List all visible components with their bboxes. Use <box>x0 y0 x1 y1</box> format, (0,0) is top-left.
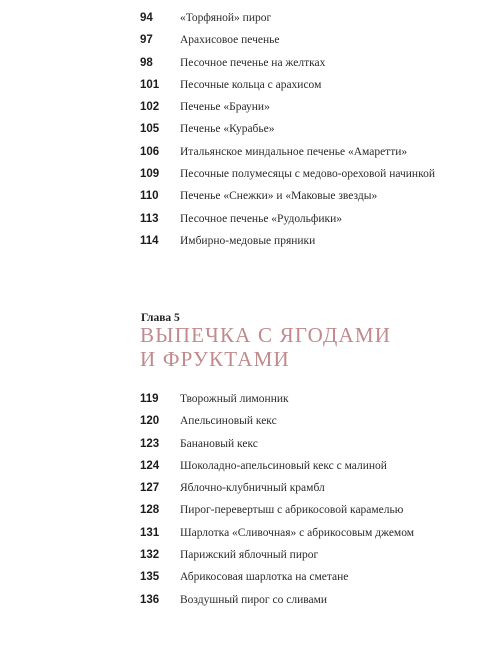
toc-list-part1 <box>140 11 440 256</box>
toc-entry[interactable] <box>140 481 440 496</box>
toc-entry-title: Банановый кекс <box>180 437 258 450</box>
toc-page-number: 102 <box>140 101 160 114</box>
toc-entry-title: Песочное печенье «Рудольфики» <box>180 212 342 225</box>
toc-entry-title: Песочные кольца с арахисом <box>180 78 322 91</box>
toc-entry-title: Воздушный пирог со сливами <box>180 593 328 606</box>
toc-page-number: 124 <box>140 459 160 472</box>
toc-entry-title: Имбирно-медовые пряники <box>180 234 316 247</box>
toc-entry[interactable] <box>140 570 440 585</box>
toc-entry[interactable] <box>140 78 440 93</box>
toc-entry[interactable] <box>140 234 440 249</box>
toc-page-number: 128 <box>140 504 160 517</box>
toc-entry[interactable] <box>140 548 440 563</box>
toc-entry-title: Печенье «Снежки» и «Маковые звезды» <box>180 190 378 203</box>
toc-entry-title: Песочное печенье на желтках <box>180 56 326 69</box>
toc-entry[interactable] <box>140 33 440 48</box>
toc-entry[interactable] <box>140 459 440 474</box>
toc-page-number: 123 <box>140 437 160 450</box>
toc-entry-title: Яблочно-клубничный крамбл <box>180 482 325 495</box>
toc-page-number: 97 <box>140 34 153 47</box>
toc-entry[interactable] <box>140 56 440 71</box>
toc-list-part2 <box>140 392 440 615</box>
toc-entry-title: Итальянское миндальное печенье «Амаретти» <box>180 145 408 158</box>
toc-page-number: 110 <box>140 190 159 203</box>
toc-entry[interactable] <box>140 526 440 541</box>
toc-entry[interactable] <box>140 437 440 452</box>
toc-entry-title: Печенье «Брауни» <box>180 101 270 114</box>
toc-page-number: 113 <box>140 212 159 225</box>
toc-entry-title: Шарлотка «Сливочная» с абрикосовым джемом <box>180 526 415 539</box>
toc-entry-title: «Торфяной» пирог <box>180 12 272 24</box>
toc-page-number: 132 <box>140 549 160 562</box>
toc-entry[interactable] <box>140 414 440 429</box>
toc-page-number: 98 <box>140 56 153 69</box>
toc-page-number: 119 <box>140 393 159 405</box>
chapter-title <box>140 323 420 371</box>
chapter-title-line1: ВЫПЕЧКА С ЯГОДАМИ <box>140 323 392 347</box>
toc-page-number: 94 <box>140 12 153 24</box>
toc-entry[interactable] <box>140 593 440 608</box>
toc-entry[interactable] <box>140 145 440 160</box>
toc-entry[interactable] <box>140 392 440 407</box>
toc-page-number: 109 <box>140 168 160 181</box>
toc-entry-title: Творожный лимонник <box>180 393 289 405</box>
toc-entry-title: Печенье «Курабье» <box>180 123 275 136</box>
toc-entry-title: Абрикосовая шарлотка на сметане <box>180 571 349 584</box>
chapter-title-line2: И ФРУКТАМИ <box>140 347 290 371</box>
toc-page-number: 120 <box>140 415 160 428</box>
toc-entry[interactable] <box>140 100 440 115</box>
toc-page-number: 101 <box>140 78 160 91</box>
toc-entry-title: Песочные полумесяцы с медово-ореховой начинкой <box>180 168 435 181</box>
toc-page-number: 135 <box>140 571 160 584</box>
toc-entry[interactable] <box>140 189 440 204</box>
toc-page-number: 106 <box>140 145 160 158</box>
toc-entry-title: Пирог-перевертыш с абрикосовой карамелью <box>180 504 404 517</box>
toc-entry[interactable] <box>140 11 440 26</box>
toc-entry[interactable] <box>140 122 440 137</box>
toc-entry[interactable] <box>140 167 440 182</box>
toc-page-number: 136 <box>140 593 160 606</box>
toc-page-number: 114 <box>140 234 159 247</box>
toc-page-number: 131 <box>140 526 160 539</box>
toc-entry[interactable] <box>140 503 440 518</box>
toc-entry-title: Шоколадно-апельсиновый кекс с малиной <box>180 459 387 472</box>
toc-entry[interactable] <box>140 212 440 227</box>
chapter-label: Глава 5 <box>141 312 180 324</box>
toc-entry-title: Арахисовое печенье <box>180 34 280 47</box>
toc-page-number: 105 <box>140 123 160 136</box>
toc-entry-title: Парижский яблочный пирог <box>180 549 319 562</box>
toc-page-number: 127 <box>140 482 160 495</box>
toc-entry-title: Апельсиновый кекс <box>180 415 277 428</box>
